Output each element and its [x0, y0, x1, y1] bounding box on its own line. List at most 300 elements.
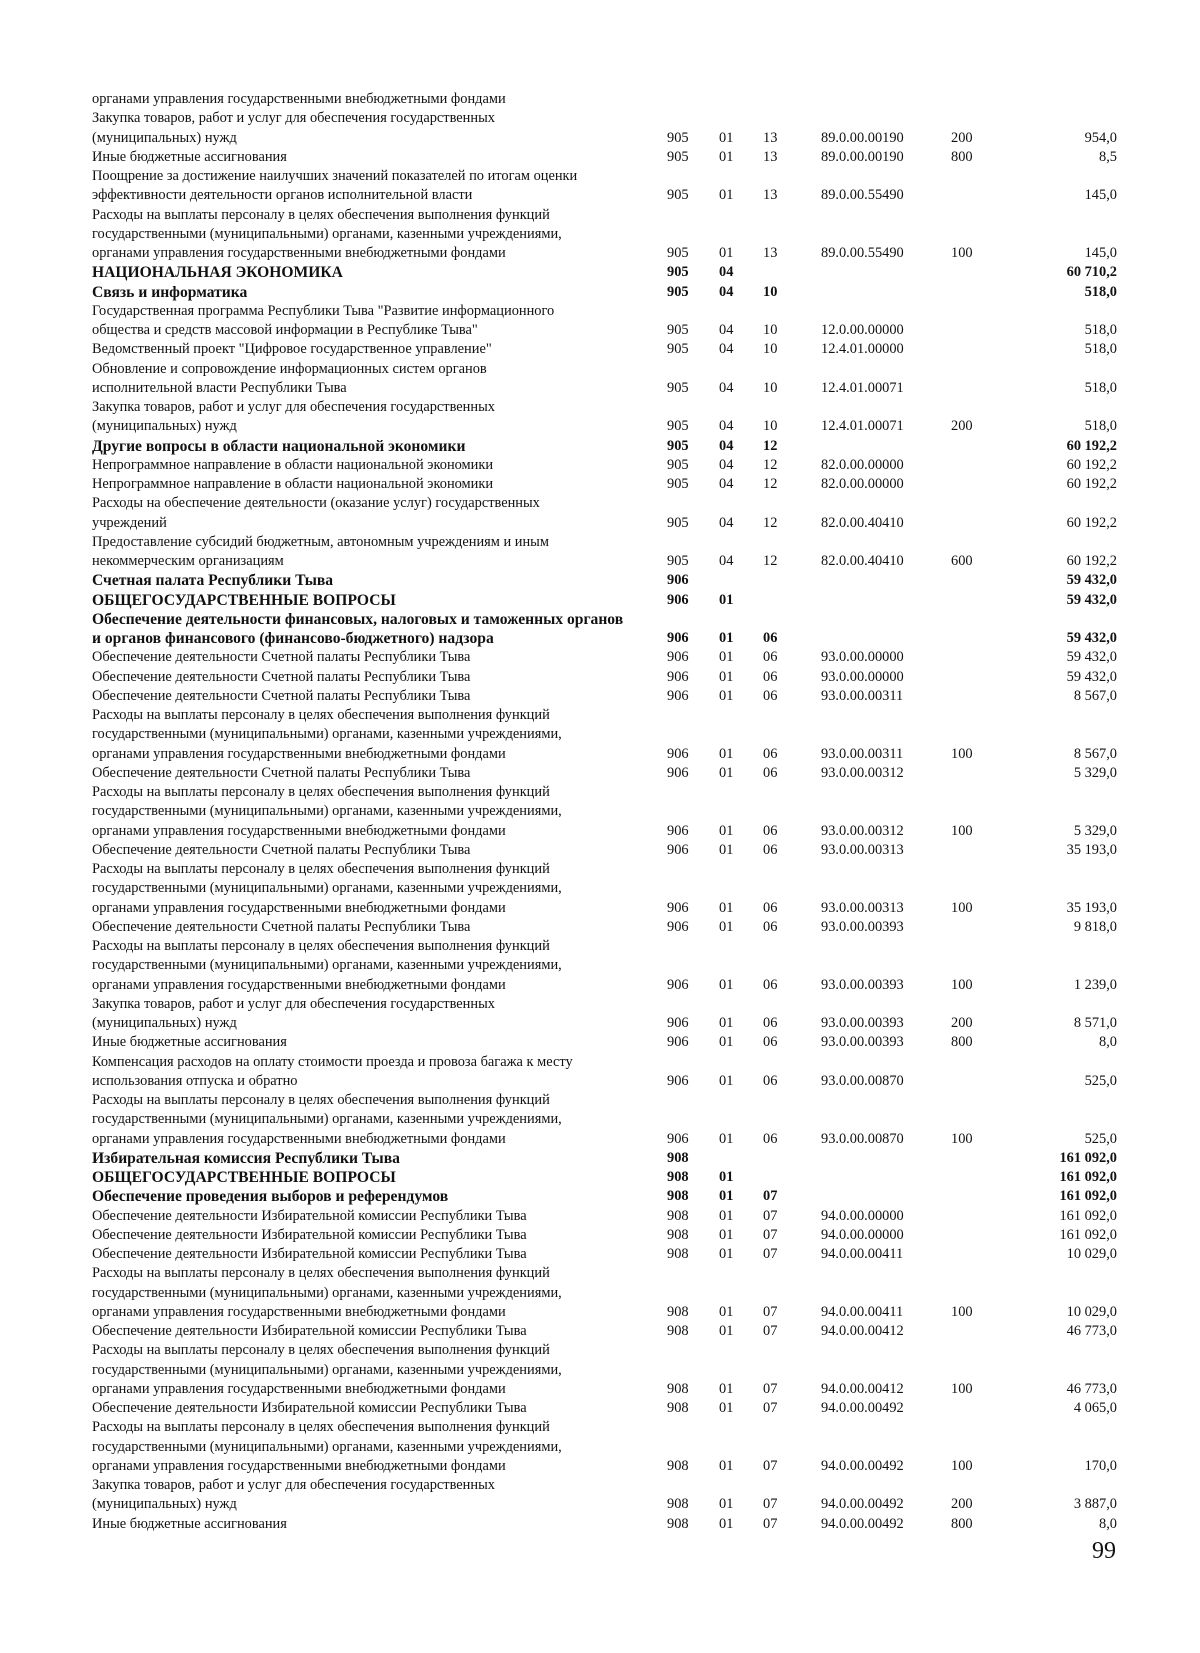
amount: 8 571,0 [1073, 1015, 1117, 1031]
target-article: 94.0.00.00492 [821, 1457, 904, 1474]
target-article: 89.0.00.00190 [821, 148, 904, 165]
section-code: 01 [719, 591, 734, 608]
target-article: 94.0.00.00412 [821, 1323, 904, 1339]
table-row [92, 1322, 1132, 1341]
amount: 161 092,0 [1059, 1226, 1117, 1243]
target-article: 82.0.00.40410 [821, 514, 904, 531]
subsection-code: 07 [763, 1496, 778, 1513]
target-article: 89.0.00.00190 [821, 129, 904, 146]
subsection-code: 10 [763, 379, 778, 396]
amount: 46 773,0 [1066, 1323, 1117, 1339]
table-row [92, 398, 1132, 437]
table-row [92, 937, 1132, 995]
amount: 170,0 [1084, 1457, 1117, 1474]
admin-code: 905 [667, 553, 689, 569]
amount: 161 092,0 [1059, 1207, 1117, 1224]
table-row [92, 263, 1132, 282]
row-name: Обеспечение деятельности Избирательной комиссии Республики Тыва [92, 1246, 527, 1262]
section-code: 01 [719, 687, 734, 704]
target-article: 93.0.00.00000 [821, 649, 904, 666]
section-code: 01 [719, 1496, 734, 1513]
table-row [92, 1168, 1132, 1187]
row-name: Расходы на выплаты персоналу в целях обеспечения выполнения функций государственными (муниципальными) органами, казенными учреждениями, органами управления государственными внебюджетными фондами [92, 1092, 562, 1147]
table-row [92, 1187, 1132, 1206]
target-article: 93.0.00.00870 [821, 1072, 904, 1089]
admin-code: 908 [667, 1515, 689, 1532]
section-code: 01 [719, 1323, 734, 1339]
expense-type: 200 [951, 129, 973, 146]
amount: 8 567,0 [1073, 745, 1117, 762]
table-row [92, 533, 1132, 572]
table-row [92, 687, 1132, 706]
row-name: Непрограммное направление в области национальной экономики [92, 456, 494, 473]
section-code: 01 [719, 245, 734, 261]
row-name: Обеспечение деятельности Счетной палаты Республики Тыва [92, 764, 471, 781]
amount: 59 432,0 [1066, 649, 1117, 666]
row-name: Расходы на выплаты персоналу в целях обеспечения выполнения функций государственными (муниципальными) органами, казенными учреждениями, органами управления государственными внебюджетными фондами [92, 861, 562, 916]
subsection-code: 06 [763, 1130, 778, 1147]
amount: 145,0 [1084, 187, 1117, 204]
expense-type: 200 [951, 1015, 973, 1031]
target-article: 12.4.01.00000 [821, 341, 904, 358]
amount: 8,0 [1099, 1034, 1117, 1051]
amount: 3 887,0 [1073, 1496, 1117, 1513]
target-article: 93.0.00.00393 [821, 1034, 904, 1051]
table-row [92, 1399, 1132, 1418]
expense-type: 100 [951, 976, 973, 993]
row-name: Расходы на выплаты персоналу в целях обеспечения выполнения функций государственными (муниципальными) органами, казенными учреждениями, органами управления государственными внебюджетными фондами [92, 1342, 562, 1397]
admin-code: 908 [667, 1457, 689, 1474]
section-code: 01 [719, 668, 734, 685]
section-code: 04 [719, 341, 734, 358]
amount: 60 192,2 [1066, 476, 1117, 492]
admin-code: 905 [667, 187, 689, 204]
row-name: Обеспечение деятельности Счетной палаты Республики Тыва [92, 668, 471, 685]
row-name: Обеспечение деятельности Избирательной комиссии Республики Тыва [92, 1207, 527, 1224]
amount: 10 029,0 [1066, 1303, 1117, 1320]
amount: 145,0 [1084, 245, 1117, 261]
section-code: 01 [719, 1207, 734, 1224]
section-code: 01 [719, 899, 734, 916]
budget-table [92, 90, 1132, 1534]
admin-code: 906 [667, 687, 689, 704]
table-row [92, 1515, 1132, 1534]
admin-code: 908 [667, 1188, 689, 1205]
admin-code: 906 [667, 745, 689, 762]
admin-code: 905 [667, 129, 689, 146]
section-code: 04 [719, 418, 734, 435]
section-code: 01 [719, 841, 734, 858]
admin-code: 905 [667, 341, 689, 358]
expense-type: 200 [951, 1496, 973, 1513]
table-row [92, 1207, 1132, 1226]
table-row [92, 668, 1132, 687]
table-row [92, 648, 1132, 667]
row-name: органами управления государственными внебюджетными фондами [92, 91, 506, 107]
admin-code: 905 [667, 264, 689, 281]
amount: 60 710,2 [1066, 264, 1117, 281]
admin-code: 906 [667, 1072, 689, 1089]
admin-code: 905 [667, 245, 689, 261]
row-name: Поощрение за достижение наилучших значений показателей по итогам оценки эффективности деятельности органов исполнительной власти [92, 168, 578, 204]
subsection-code: 13 [763, 148, 778, 165]
row-name: Избирательная комиссия Республики Тыва [92, 1149, 400, 1167]
table-row [92, 706, 1132, 764]
section-code: 01 [719, 918, 734, 935]
admin-code: 908 [667, 1149, 689, 1166]
row-name: Ведомственный проект "Цифровое государственное управление" [92, 341, 492, 358]
target-article: 12.0.00.00000 [821, 322, 904, 338]
row-name: Иные бюджетные ассигнования [92, 1034, 287, 1051]
subsection-code: 06 [763, 649, 778, 666]
amount: 46 773,0 [1066, 1380, 1117, 1397]
section-code: 01 [719, 1034, 734, 1051]
page-number: 99 [1092, 1538, 1116, 1564]
table-row [92, 206, 1132, 264]
expense-type: 100 [951, 1303, 973, 1320]
section-code: 01 [719, 1072, 734, 1089]
amount: 954,0 [1084, 129, 1117, 146]
section-code: 01 [719, 1188, 734, 1205]
table-row [92, 1245, 1132, 1264]
section-code: 01 [719, 1246, 734, 1262]
table-row [92, 610, 1132, 649]
section-code: 01 [719, 1515, 734, 1532]
target-article: 94.0.00.00492 [821, 1515, 904, 1532]
amount: 60 192,2 [1066, 553, 1117, 569]
amount: 518,0 [1084, 341, 1117, 358]
target-article: 93.0.00.00311 [821, 745, 904, 762]
section-code: 04 [719, 456, 734, 473]
admin-code: 906 [667, 841, 689, 858]
admin-code: 908 [667, 1246, 689, 1262]
row-name: Обеспечение деятельности Счетной палаты Республики Тыва [92, 841, 471, 858]
row-name: Обновление и сопровождение информационных систем органов исполнительной власти Республики Тыва [92, 360, 487, 396]
subsection-code: 07 [763, 1515, 778, 1532]
amount: 518,0 [1084, 283, 1117, 300]
amount: 525,0 [1084, 1072, 1117, 1089]
target-article: 93.0.00.00313 [821, 899, 904, 916]
subsection-code: 06 [763, 1034, 778, 1051]
row-name: Обеспечение деятельности Счетной палаты Республики Тыва [92, 687, 471, 704]
table-row [92, 1264, 1132, 1322]
subsection-code: 06 [763, 687, 778, 704]
subsection-code: 06 [763, 1015, 778, 1031]
expense-type: 100 [951, 822, 973, 839]
row-name: Компенсация расходов на оплату стоимости проезда и провоза багажа к месту использования отпуска и обратно [92, 1053, 573, 1089]
subsection-code: 07 [763, 1457, 778, 1474]
admin-code: 905 [667, 322, 689, 338]
table-row [92, 340, 1132, 359]
subsection-code: 06 [763, 668, 778, 685]
admin-code: 906 [667, 572, 689, 589]
amount: 35 193,0 [1066, 841, 1117, 858]
admin-code: 906 [667, 649, 689, 666]
section-code: 04 [719, 437, 734, 454]
admin-code: 905 [667, 418, 689, 435]
row-name: Обеспечение деятельности финансовых, налоговых и таможенных органов и органов финансового (финансово-бюджетного) надзора [92, 610, 624, 647]
amount: 59 432,0 [1066, 630, 1117, 646]
subsection-code: 07 [763, 1323, 778, 1339]
amount: 518,0 [1084, 418, 1117, 435]
subsection-code: 06 [763, 630, 778, 646]
section-code: 01 [719, 1303, 734, 1320]
subsection-code: 07 [763, 1207, 778, 1224]
row-name: Обеспечение деятельности Избирательной комиссии Республики Тыва [92, 1323, 527, 1339]
subsection-code: 12 [763, 553, 778, 569]
subsection-code: 13 [763, 187, 778, 204]
target-article: 94.0.00.00412 [821, 1380, 904, 1397]
target-article: 94.0.00.00000 [821, 1207, 904, 1224]
row-name: НАЦИОНАЛЬНАЯ ЭКОНОМИКА [92, 264, 343, 282]
section-code: 01 [719, 1015, 734, 1031]
subsection-code: 07 [763, 1400, 778, 1416]
section-code: 01 [719, 1169, 734, 1185]
amount: 60 192,2 [1066, 437, 1117, 454]
expense-type: 100 [951, 245, 973, 261]
admin-code: 906 [667, 822, 689, 839]
table-row [92, 90, 1132, 109]
table-row [92, 1149, 1132, 1168]
target-article: 12.4.01.00071 [821, 418, 904, 435]
target-article: 94.0.00.00492 [821, 1496, 904, 1513]
amount: 59 432,0 [1066, 572, 1117, 589]
table-row [92, 148, 1132, 167]
row-name: Счетная палата Республики Тыва [92, 572, 334, 590]
subsection-code: 13 [763, 129, 778, 146]
row-name: Иные бюджетные ассигнования [92, 148, 287, 165]
target-article: 89.0.00.55490 [821, 187, 904, 204]
target-article: 82.0.00.40410 [821, 553, 904, 569]
table-row [92, 475, 1132, 494]
amount: 5 329,0 [1073, 764, 1117, 781]
expense-type: 600 [951, 553, 973, 569]
expense-type: 100 [951, 1380, 973, 1397]
subsection-code: 12 [763, 456, 778, 473]
table-row [92, 1418, 1132, 1476]
target-article: 12.4.01.00071 [821, 379, 904, 396]
target-article: 93.0.00.00000 [821, 668, 904, 685]
table-row [92, 456, 1132, 475]
row-name: Связь и информатика [92, 283, 248, 301]
section-code: 01 [719, 1130, 734, 1147]
section-code: 04 [719, 322, 734, 338]
section-code: 01 [719, 148, 734, 165]
row-name: ОБЩЕГОСУДАРСТВЕННЫЕ ВОПРОСЫ [92, 591, 396, 609]
section-code: 01 [719, 1226, 734, 1243]
admin-code: 908 [667, 1323, 689, 1339]
target-article: 93.0.00.00393 [821, 1015, 904, 1031]
admin-code: 905 [667, 283, 689, 300]
section-code: 04 [719, 514, 734, 531]
row-name: Обеспечение деятельности Счетной палаты Республики Тыва [92, 918, 471, 935]
row-name: Предоставление субсидий бюджетным, автономным учреждениям и иным некоммерческим организациям [92, 533, 549, 569]
table-row [92, 571, 1132, 590]
row-name: Закупка товаров, работ и услуг для обеспечения государственных (муниципальных) нужд [92, 1477, 495, 1513]
row-name: Непрограммное направление в области национальной экономики [92, 476, 494, 492]
subsection-code: 13 [763, 245, 778, 261]
table-row [92, 995, 1132, 1034]
section-code: 04 [719, 379, 734, 396]
amount: 518,0 [1084, 322, 1117, 338]
row-name: ОБЩЕГОСУДАРСТВЕННЫЕ ВОПРОСЫ [92, 1169, 396, 1186]
expense-type: 800 [951, 1034, 973, 1051]
target-article: 82.0.00.00000 [821, 476, 904, 492]
section-code: 01 [719, 745, 734, 762]
expense-type: 800 [951, 148, 973, 165]
section-code: 04 [719, 553, 734, 569]
table-row [92, 437, 1132, 456]
row-name: Обеспечение деятельности Избирательной комиссии Республики Тыва [92, 1400, 527, 1416]
subsection-code: 12 [763, 437, 778, 454]
amount: 35 193,0 [1066, 899, 1117, 916]
expense-type: 100 [951, 745, 973, 762]
row-name: Обеспечение деятельности Избирательной комиссии Республики Тыва [92, 1226, 527, 1243]
section-code: 01 [719, 976, 734, 993]
row-name: Расходы на обеспечение деятельности (оказание услуг) государственных учреждений [92, 495, 540, 531]
admin-code: 908 [667, 1226, 689, 1243]
target-article: 93.0.00.00870 [821, 1130, 904, 1147]
section-code: 04 [719, 264, 734, 281]
subsection-code: 06 [763, 745, 778, 762]
section-code: 01 [719, 187, 734, 204]
table-row [92, 764, 1132, 783]
amount: 8,5 [1099, 148, 1117, 165]
subsection-code: 06 [763, 899, 778, 916]
target-article: 82.0.00.00000 [821, 456, 904, 473]
amount: 9 818,0 [1073, 918, 1117, 935]
target-article: 89.0.00.55490 [821, 245, 904, 261]
target-article: 93.0.00.00311 [821, 687, 904, 704]
subsection-code: 10 [763, 283, 778, 300]
admin-code: 906 [667, 1015, 689, 1031]
row-name: Обеспечение деятельности Счетной палаты Республики Тыва [92, 649, 471, 666]
expense-type: 100 [951, 1457, 973, 1474]
table-row [92, 783, 1132, 841]
admin-code: 906 [667, 764, 689, 781]
admin-code: 908 [667, 1207, 689, 1224]
admin-code: 906 [667, 899, 689, 916]
table-row [92, 302, 1132, 341]
target-article: 94.0.00.00411 [821, 1246, 904, 1262]
table-row [92, 1476, 1132, 1515]
admin-code: 905 [667, 379, 689, 396]
section-code: 01 [719, 630, 734, 646]
amount: 59 432,0 [1066, 668, 1117, 685]
section-code: 01 [719, 1457, 734, 1474]
admin-code: 905 [667, 456, 689, 473]
row-name: Закупка товаров, работ и услуг для обеспечения государственных (муниципальных) нужд [92, 110, 495, 146]
target-article: 94.0.00.00411 [821, 1303, 904, 1320]
subsection-code: 10 [763, 418, 778, 435]
amount: 161 092,0 [1059, 1188, 1117, 1205]
row-name: Государственная программа Республики Тыва "Развитие информационного общества и средств массовой информации в Республике Тыва" [92, 302, 555, 338]
table-row [92, 860, 1132, 918]
target-article: 93.0.00.00312 [821, 764, 904, 781]
admin-code: 908 [667, 1380, 689, 1397]
row-name: Расходы на выплаты персоналу в целях обеспечения выполнения функций государственными (муниципальными) органами, казенными учреждениями, органами управления государственными внебюджетными фондами [92, 1419, 562, 1474]
subsection-code: 07 [763, 1380, 778, 1397]
target-article: 93.0.00.00393 [821, 918, 904, 935]
target-article: 94.0.00.00000 [821, 1226, 904, 1243]
table-row [92, 360, 1132, 399]
table-row [92, 283, 1132, 302]
section-code: 01 [719, 649, 734, 666]
subsection-code: 06 [763, 918, 778, 935]
row-name: Иные бюджетные ассигнования [92, 1515, 287, 1532]
subsection-code: 07 [763, 1226, 778, 1243]
row-name: Расходы на выплаты персоналу в целях обеспечения выполнения функций государственными (муниципальными) органами, казенными учреждениями, органами управления государственными внебюджетными фондами [92, 784, 562, 839]
target-article: 93.0.00.00393 [821, 976, 904, 993]
admin-code: 906 [667, 1034, 689, 1051]
subsection-code: 06 [763, 822, 778, 839]
table-row [92, 591, 1132, 610]
target-article: 93.0.00.00312 [821, 822, 904, 839]
expense-type: 100 [951, 899, 973, 916]
amount: 525,0 [1084, 1130, 1117, 1147]
admin-code: 906 [667, 976, 689, 993]
row-name: Расходы на выплаты персоналу в целях обеспечения выполнения функций государственными (муниципальными) органами, казенными учреждениями, органами управления государственными внебюджетными фондами [92, 707, 562, 762]
table-row [92, 918, 1132, 937]
amount: 59 432,0 [1066, 591, 1117, 608]
admin-code: 908 [667, 1303, 689, 1320]
amount: 161 092,0 [1059, 1149, 1117, 1166]
row-name: Расходы на выплаты персоналу в целях обеспечения выполнения функций государственными (муниципальными) органами, казенными учреждениями, органами управления государственными внебюджетными фондами [92, 206, 562, 261]
table-row [92, 109, 1132, 148]
table-row [92, 494, 1132, 533]
row-name: Обеспечение проведения выборов и референдумов [92, 1188, 449, 1206]
section-code: 04 [719, 283, 734, 300]
subsection-code: 12 [763, 514, 778, 531]
admin-code: 906 [667, 918, 689, 935]
amount: 4 065,0 [1073, 1400, 1117, 1416]
table-row [92, 841, 1132, 860]
expense-type: 800 [951, 1515, 973, 1532]
subsection-code: 07 [763, 1246, 778, 1262]
table-row [92, 167, 1132, 206]
admin-code: 906 [667, 1130, 689, 1147]
subsection-code: 06 [763, 841, 778, 858]
amount: 8,0 [1099, 1515, 1117, 1532]
target-article: 94.0.00.00492 [821, 1400, 904, 1416]
admin-code: 906 [667, 668, 689, 685]
amount: 518,0 [1084, 379, 1117, 396]
row-name: Расходы на выплаты персоналу в целях обеспечения выполнения функций государственными (муниципальными) органами, казенными учреждениями, органами управления государственными внебюджетными фондами [92, 938, 562, 993]
table-row [92, 1053, 1132, 1092]
subsection-code: 06 [763, 764, 778, 781]
amount: 60 192,2 [1066, 456, 1117, 473]
amount: 5 329,0 [1073, 822, 1117, 839]
subsection-code: 06 [763, 1072, 778, 1089]
section-code: 01 [719, 764, 734, 781]
amount: 8 567,0 [1073, 687, 1117, 704]
subsection-code: 12 [763, 476, 778, 492]
section-code: 01 [719, 1380, 734, 1397]
table-row [92, 1341, 1132, 1399]
admin-code: 906 [667, 591, 689, 608]
admin-code: 908 [667, 1169, 689, 1185]
admin-code: 905 [667, 437, 689, 454]
section-code: 04 [719, 476, 734, 492]
row-name: Закупка товаров, работ и услуг для обеспечения государственных (муниципальных) нужд [92, 995, 495, 1031]
table-row [92, 1091, 1132, 1149]
row-name: Расходы на выплаты персоналу в целях обеспечения выполнения функций государственными (муниципальными) органами, казенными учреждениями, органами управления государственными внебюджетными фондами [92, 1265, 562, 1320]
admin-code: 906 [667, 630, 689, 646]
admin-code: 905 [667, 148, 689, 165]
amount: 161 092,0 [1059, 1169, 1117, 1185]
table-row [92, 1226, 1132, 1245]
subsection-code: 06 [763, 976, 778, 993]
